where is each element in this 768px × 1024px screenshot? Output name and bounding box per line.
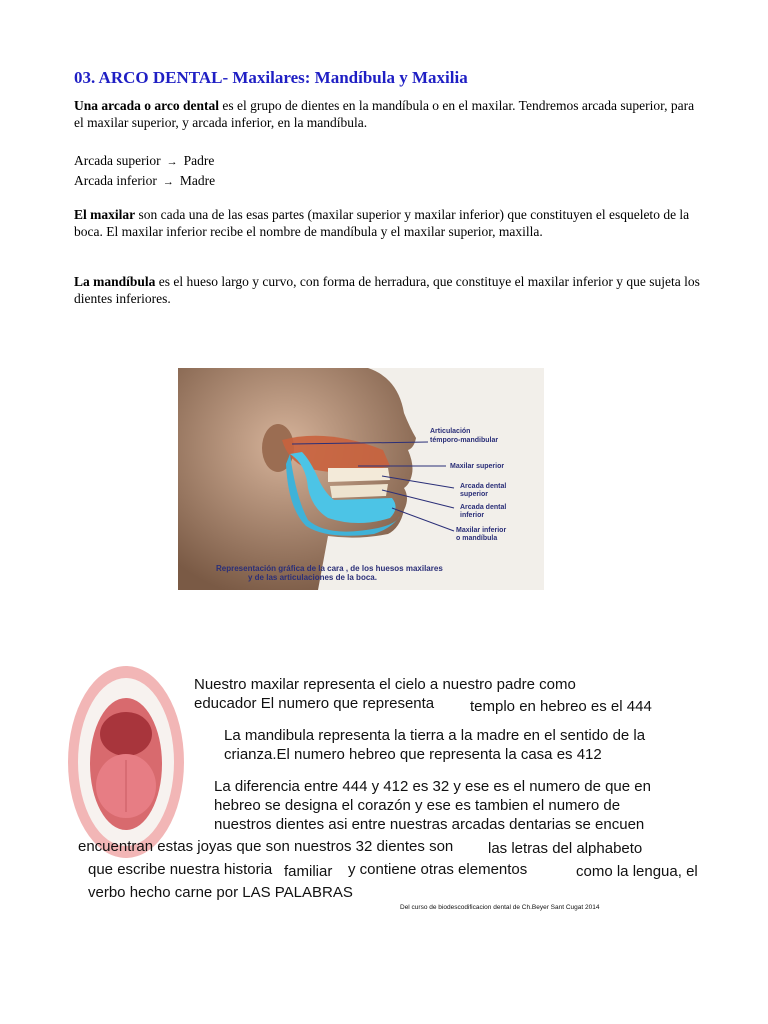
arcada-superior-line	[74, 152, 704, 171]
fig2-line-1: Nuestro maxilar representa el cielo a nuestro padre como	[194, 676, 576, 693]
label-arcada-sup-2: superior	[460, 491, 489, 498]
fig2-line-6: La diferencia entre 444 y 412 es 32 y ese es el numero de que en	[214, 778, 651, 795]
paragraph-maxilar-text: son cada una de las esas partes (maxilar superior y maxilar inferior) que constituyen el esqueleto de la boca. El maxilar inferior recibe el nombre de mandíbula y el maxilar superior, maxilla.	[74, 207, 690, 239]
label-arcada-inf-2: inferior	[460, 512, 485, 519]
label-maxilar-inf-2: o mandíbula	[456, 535, 498, 542]
fig2-line-12: familiar	[284, 863, 333, 880]
right-arrow-icon: →	[166, 156, 178, 168]
label-maxilar-inf-1: Maxilar inferior	[456, 527, 507, 534]
open-mouth-illustration	[66, 662, 190, 862]
fig2-line-11: que escribe nuestra historia	[88, 861, 273, 878]
arcada-superior-value: Padre	[183, 153, 215, 168]
arcada-inferior-line	[74, 172, 704, 191]
fig2-line-5: crianza.El numero hebreo que representa la casa es 412	[224, 746, 602, 763]
term-arcada: Una arcada o arco dental	[74, 98, 219, 113]
jaw-anatomy-figure	[178, 368, 544, 590]
fig2-line-2: educador El numero que representa	[194, 695, 435, 712]
fig2-line-8: nuestros dientes asi entre nuestras arcadas dentarias se encuen	[214, 816, 645, 833]
label-arcada-sup-1: Arcada dental	[460, 483, 507, 490]
fig2-line-7: hebreo se designa el corazón y ese es tambien el numero de	[214, 797, 621, 814]
arcada-inferior-value: Madre	[179, 173, 216, 188]
lower-teeth	[330, 484, 388, 498]
fig2-line-10: las letras del alphabeto	[488, 840, 643, 857]
label-maxilar-superior: Maxilar superior	[450, 463, 505, 470]
mouth-text-figure	[66, 662, 698, 917]
upper-teeth	[328, 468, 390, 482]
fig2-line-3: templo en hebreo es el 444	[470, 698, 652, 715]
right-arrow-icon: →	[162, 176, 174, 188]
label-atm-1: Articulación	[430, 428, 471, 435]
fig2-credit: Del curso de biodescodificacion dental de Ch.Beyer Sant Cugat 2014	[400, 904, 600, 911]
label-atm-2: témporo-mandibular	[430, 437, 499, 444]
fig2-line-4: La mandibula representa la tierra a la madre en el sentido de la	[224, 727, 646, 744]
term-mandibula: La mandíbula	[74, 274, 156, 289]
paragraph-maxilar	[74, 206, 704, 240]
fig2-line-9: encuentran estas joyas que son nuestros 32 dientes son	[78, 838, 454, 855]
paragraph-mandibula	[74, 273, 704, 307]
fig2-line-13: y contiene otras elementos	[348, 861, 528, 878]
fig2-line-14: como la lengua, el	[576, 863, 698, 880]
label-arcada-inf-1: Arcada dental	[460, 504, 507, 511]
jaw-anatomy-illustration	[178, 368, 544, 590]
term-maxilar: El maxilar	[74, 207, 136, 222]
page-title: 03. ARCO DENTAL- Maxilares: Mandíbula y Maxilia	[74, 68, 468, 87]
paragraph-arcada	[74, 97, 704, 131]
arcada-inferior-term: Arcada inferior	[74, 173, 157, 188]
figure1-caption-1: Representación gráfica de la cara , de los huesos maxilares	[216, 564, 443, 573]
paragraph-arcada-text: es el grupo de dientes en la mandíbula o en el maxilar. Tendremos arcada superior, para el maxilar superior, y arcada inferior, en la mandíbula.	[74, 98, 695, 130]
figure1-caption-2: y de las articulaciones de la boca.	[248, 573, 377, 582]
arcada-superior-term: Arcada superior	[74, 153, 161, 168]
fig2-line-15: verbo hecho carne por LAS PALABRAS	[88, 884, 353, 901]
paragraph-mandibula-text: es el hueso largo y curvo, con forma de herradura, que constituye el maxilar inferior y que sujeta los dientes inferiores.	[74, 274, 700, 306]
